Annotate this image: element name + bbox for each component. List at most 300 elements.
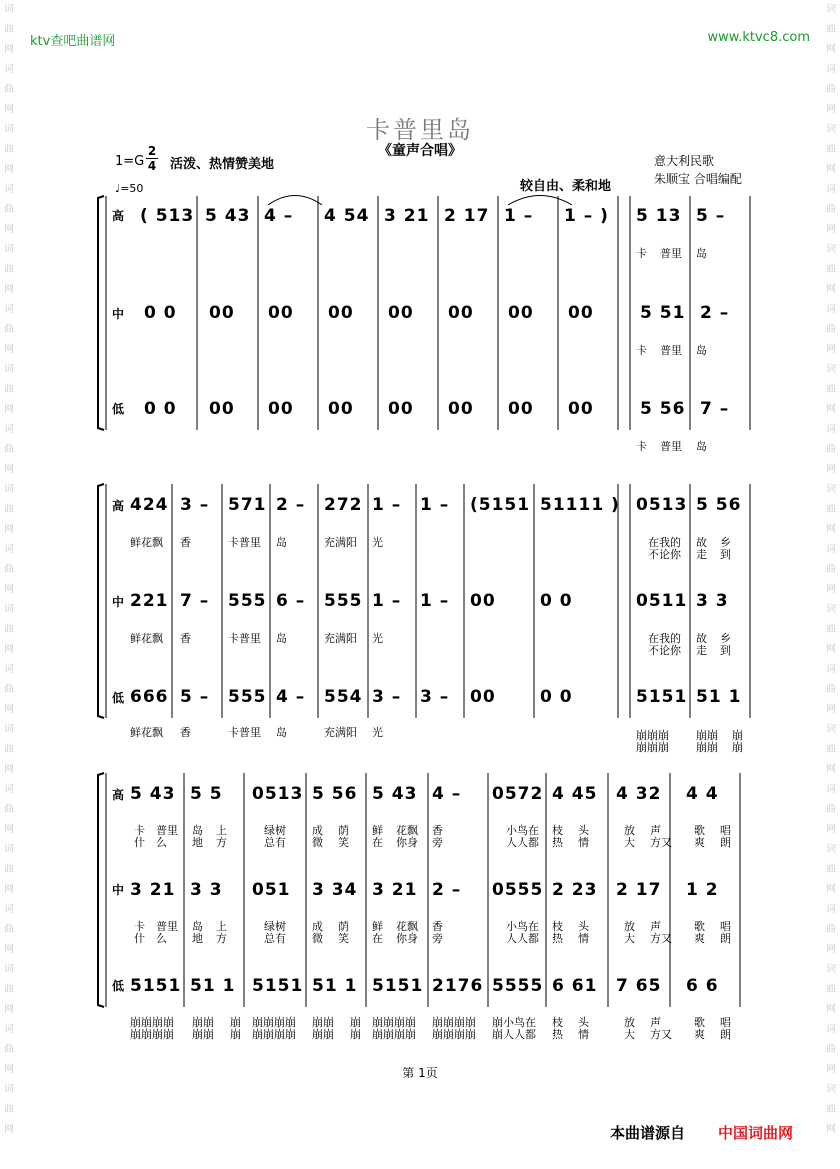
lyric-v1: 花飘: [396, 824, 418, 837]
note-mid: 2 –: [432, 880, 462, 900]
note-mid: 3 3: [696, 591, 729, 611]
watermark-char: 词: [4, 304, 14, 315]
watermark-char: 词: [4, 904, 14, 915]
watermark-char: 曲: [826, 624, 836, 635]
watermark-char: 网: [826, 704, 836, 715]
watermark-char: 网: [4, 1004, 14, 1015]
lyric-mid-v2: 你身: [396, 932, 418, 945]
lyric-high: 充满阳: [324, 536, 357, 549]
lyric-mid-v2: 笑: [338, 932, 349, 945]
watermark-char: 网: [826, 644, 836, 655]
note-mid: 00: [448, 303, 474, 323]
note-low: 5151: [636, 687, 688, 707]
watermark-char: 词: [4, 664, 14, 675]
lyric-low-v2: 崩: [230, 1028, 241, 1041]
lyric-v1: 荫: [338, 824, 349, 837]
lyric-low-v2: 崩: [350, 1028, 361, 1041]
watermark-char: 网: [4, 884, 14, 895]
note-high: 1 –: [420, 495, 450, 515]
note-mid: 1 2: [686, 880, 719, 900]
note-mid: 3 21: [130, 880, 176, 900]
lyric-low-v1: 崩崩: [192, 1016, 214, 1029]
note-high: 2 17: [444, 206, 490, 226]
watermark-char: 曲: [4, 924, 14, 935]
watermark-char: 网: [4, 464, 14, 475]
watermark-char: 词: [826, 544, 836, 555]
note-high: 5 43: [205, 206, 251, 226]
watermark-char: 曲: [4, 144, 14, 155]
note-low: 51 1: [312, 976, 358, 996]
watermark-char: 曲: [826, 24, 836, 35]
lyric-high-verse: 走: [696, 548, 707, 561]
note-low: 666: [130, 687, 169, 707]
lyric-mid-v2: 方又: [650, 932, 672, 945]
header-left-site[interactable]: ktv查吧曲谱网: [30, 34, 116, 49]
watermark-char: 网: [826, 344, 836, 355]
watermark-char: 词: [826, 244, 836, 255]
lyric-v1: 声: [650, 824, 661, 837]
lyric-mid-v1: 卡: [134, 920, 145, 933]
lyric-v1: 卡: [134, 824, 145, 837]
lyric-mid-verse: 乡: [720, 632, 731, 645]
lyric-mid-verse: 不论你: [648, 644, 681, 657]
note-high: 4 54: [324, 206, 370, 226]
lyric-high-verse: 乡: [720, 536, 731, 549]
lyric-low: 岛: [276, 726, 287, 739]
lyric-mid-v2: 爽: [694, 932, 705, 945]
watermark-char: 网: [826, 404, 836, 415]
lyric-high: 卡: [636, 247, 647, 260]
lyric-high: 普里: [660, 247, 682, 260]
watermark-char: 曲: [826, 1044, 836, 1055]
voice-label-low-3: 低: [112, 979, 125, 993]
note-low: 00: [448, 399, 474, 419]
lyric-v2: 人人都: [506, 836, 539, 849]
note-high: 5 13: [636, 206, 682, 226]
note-high: 5 43: [130, 784, 176, 804]
watermark-char: 词: [4, 964, 14, 975]
source-label: 本曲谱源自: [610, 1124, 686, 1142]
watermark-char: 词: [826, 724, 836, 735]
lyric-low-v2: 方又: [650, 1028, 672, 1041]
lyric-low-v2: 崩崩崩崩: [130, 1028, 174, 1041]
watermark-char: 曲: [826, 744, 836, 755]
lyric-mid-v1: 香: [432, 920, 443, 933]
note-mid: 555: [228, 591, 267, 611]
watermark-char: 曲: [4, 864, 14, 875]
watermark-char: 曲: [4, 684, 14, 695]
lyric-low-v2: 崩崩: [192, 1028, 214, 1041]
lyric-low-v1: 崩崩崩崩: [372, 1016, 416, 1029]
watermark-char: 网: [4, 644, 14, 655]
lyric-mid: 充满阳: [324, 632, 357, 645]
note-low: 3 –: [420, 687, 450, 707]
note-mid: 7 –: [180, 591, 210, 611]
lyric-low-v1: 歌: [694, 1016, 705, 1029]
lyric-low: 香: [180, 726, 191, 739]
watermark-char: 曲: [4, 564, 14, 575]
note-low: 5151: [372, 976, 424, 996]
expression-mark: 活泼、热情赞美地: [170, 157, 275, 172]
lyric-mid-v2: 热: [552, 932, 563, 945]
note-low: 6 6: [686, 976, 719, 996]
lyric-low-v1: 崩: [350, 1016, 361, 1029]
watermark-char: 曲: [826, 204, 836, 215]
song-origin: 意大利民歌: [654, 154, 715, 168]
lyric-low-v1: 崩崩崩崩: [252, 1016, 296, 1029]
lyric-mid: 光: [372, 632, 383, 645]
lyric-mid-v2: 地: [192, 932, 203, 945]
note-mid: 0 0: [540, 591, 573, 611]
lyric-low-verse: 崩崩崩: [636, 741, 669, 754]
page-number: 第 1页: [402, 1066, 438, 1080]
note-high: 4 4: [686, 784, 719, 804]
watermark-char: 网: [4, 524, 14, 535]
lyric-v1: 上: [216, 824, 227, 837]
note-mid: 3 21: [372, 880, 418, 900]
lyric-v1: 枝: [552, 824, 563, 837]
watermark-char: 网: [826, 44, 836, 55]
voice-label-low-1: 低: [112, 402, 125, 416]
note-low: 5 56: [640, 399, 686, 419]
note-low: 555: [228, 687, 267, 707]
lyric-v1: 绿树: [264, 824, 286, 837]
lyric-high: 卡普里: [228, 536, 261, 549]
watermark-char: 词: [826, 1024, 836, 1035]
note-low: 00: [209, 399, 235, 419]
lyric-low-v1: 唱: [720, 1016, 731, 1029]
lyric-low-v1: 头: [578, 1016, 589, 1029]
note-high: 5 43: [372, 784, 418, 804]
voice-label-high-3: 高: [112, 788, 125, 802]
lyric-mid: 鲜花飘: [130, 632, 163, 645]
lyric-v1: 放: [624, 824, 635, 837]
note-low: 7 –: [700, 399, 730, 419]
watermark-char: 曲: [826, 504, 836, 515]
lyric-v2: 热: [552, 836, 563, 849]
lyric-low: 鲜花飘: [130, 726, 163, 739]
note-low: 2176: [432, 976, 484, 996]
lyric-mid-v2: 么: [156, 932, 167, 945]
note-low: 00: [268, 399, 294, 419]
watermark-char: 网: [826, 164, 836, 175]
lyric-low: 光: [372, 726, 383, 739]
lyric-low-v1: 放: [624, 1016, 635, 1029]
note-high: 1 –: [372, 495, 402, 515]
lyric-high-verse: 在我的: [648, 536, 681, 549]
lyric-low: 普里: [660, 440, 682, 453]
watermark-char: 网: [826, 584, 836, 595]
lyric-mid-v1: 枝: [552, 920, 563, 933]
lyric-v2: 旁: [432, 836, 443, 849]
lyric-v2: 大: [624, 836, 635, 849]
watermark-char: 词: [826, 664, 836, 675]
lyric-mid-v2: 总有: [264, 932, 286, 945]
note-mid: 00: [508, 303, 534, 323]
watermark-char: 网: [826, 824, 836, 835]
lyric-v1: 岛: [192, 824, 203, 837]
watermark-char: 网: [4, 1064, 14, 1075]
watermark-char: 网: [826, 764, 836, 775]
watermark-char: 词: [4, 64, 14, 75]
lyric-low-v2: 情: [578, 1028, 589, 1041]
lyric-mid-v2: 情: [578, 932, 589, 945]
note-low: 0 0: [540, 687, 573, 707]
watermark-char: 曲: [4, 384, 14, 395]
note-low: 51 1: [696, 687, 742, 707]
note-mid: 2 –: [700, 303, 730, 323]
tempo-mark: ♩=50: [115, 182, 144, 195]
lyric-mid: 香: [180, 632, 191, 645]
lyric-low-v2: 热: [552, 1028, 563, 1041]
watermark-char: 网: [4, 764, 14, 775]
note-low: 5151: [130, 976, 182, 996]
watermark-char: 词: [4, 364, 14, 375]
lyric-high-verse: 不论你: [648, 548, 681, 561]
note-high: (5151: [470, 495, 531, 515]
note-high: 424: [130, 495, 169, 515]
lyric-v2: 在: [372, 836, 383, 849]
note-high: 4 32: [616, 784, 662, 804]
lyric-low-v1: 崩崩崩崩: [432, 1016, 476, 1029]
lyric-mid-v1: 上: [216, 920, 227, 933]
watermark-char: 词: [826, 124, 836, 135]
watermark-char: 曲: [826, 984, 836, 995]
watermark-char: 网: [4, 44, 14, 55]
voice-label-mid-1: 中: [112, 307, 125, 321]
note-mid: 3 34: [312, 880, 358, 900]
watermark-char: 词: [4, 184, 14, 195]
note-mid: 00: [209, 303, 235, 323]
note-low: 3 –: [372, 687, 402, 707]
lyric-low: 充满阳: [324, 726, 357, 739]
note-mid: 00: [568, 303, 594, 323]
watermark-char: 词: [4, 604, 14, 615]
note-mid: 555: [324, 591, 363, 611]
lyric-low-v1: 崩小鸟在: [492, 1016, 536, 1029]
lyric-low-v1: 枝: [552, 1016, 563, 1029]
lyric-v1: 鲜: [372, 824, 383, 837]
note-mid: 0555: [492, 880, 544, 900]
lyric-low: 岛: [696, 440, 707, 453]
note-low: 5 –: [180, 687, 210, 707]
voice-label-low-2: 低: [112, 691, 125, 705]
note-mid: 2 17: [616, 880, 662, 900]
note-low: 554: [324, 687, 363, 707]
song-subtitle: 《童声合唱》: [378, 143, 462, 159]
lyric-v1: 歌: [694, 824, 705, 837]
watermark-char: 曲: [4, 624, 14, 635]
expression-mark-2: 较自由、柔和地: [520, 179, 612, 194]
lyric-low-v1: 崩崩: [312, 1016, 334, 1029]
lyric-mid-v1: 小鸟在: [506, 920, 539, 933]
note-high: 0513: [252, 784, 304, 804]
watermark-char: 词: [826, 844, 836, 855]
lyric-mid-v1: 声: [650, 920, 661, 933]
watermark-char: 曲: [826, 84, 836, 95]
note-low: 00: [328, 399, 354, 419]
note-high: 4 –: [264, 206, 294, 226]
lyric-mid-verse: 到: [720, 644, 731, 657]
lyric-low-v1: 声: [650, 1016, 661, 1029]
note-high: 1 –: [504, 206, 534, 226]
lyric-high: 岛: [276, 536, 287, 549]
lyric-v2: 地: [192, 836, 203, 849]
watermark-char: 网: [4, 344, 14, 355]
watermark-char: 词: [826, 1084, 836, 1095]
watermark-char: 网: [4, 104, 14, 115]
watermark-char: 曲: [4, 1104, 14, 1115]
watermark-char: 曲: [826, 384, 836, 395]
watermark-char: 词: [4, 484, 14, 495]
note-mid: 1 –: [372, 591, 402, 611]
watermark-char: 曲: [826, 324, 836, 335]
watermark-char: 曲: [4, 1044, 14, 1055]
watermark-char: 曲: [826, 444, 836, 455]
lyric-high: 鲜花飘: [130, 536, 163, 549]
lyric-mid-v2: 微: [312, 932, 323, 945]
lyric-low: 卡: [636, 440, 647, 453]
watermark-char: 词: [826, 784, 836, 795]
lyric-v1: 小鸟在: [506, 824, 539, 837]
lyric-low-v1: 崩崩崩崩: [130, 1016, 174, 1029]
watermark-char: 曲: [826, 804, 836, 815]
watermark-char: 曲: [826, 864, 836, 875]
note-mid: 1 –: [420, 591, 450, 611]
watermark-char: 曲: [4, 984, 14, 995]
note-mid: 00: [470, 591, 496, 611]
note-low: 00: [388, 399, 414, 419]
watermark-char: 词: [826, 64, 836, 75]
note-high: 5 –: [696, 206, 726, 226]
lyric-v2: 你身: [396, 836, 418, 849]
lyric-mid-verse: 故: [696, 632, 707, 645]
lyric-high-verse: 故: [696, 536, 707, 549]
note-high: 0513: [636, 495, 688, 515]
note-mid: 0 0: [144, 303, 177, 323]
watermark-char: 曲: [4, 84, 14, 95]
time-bottom: 4: [147, 159, 157, 173]
lyric-mid-v2: 人人都: [506, 932, 539, 945]
voice-label-high-2: 高: [112, 499, 125, 513]
watermark-char: 网: [826, 1064, 836, 1075]
watermark-char: 曲: [4, 264, 14, 275]
watermark-char: 词: [826, 364, 836, 375]
watermark-char: 词: [4, 1084, 14, 1095]
watermark-char: 网: [4, 584, 14, 595]
watermark-char: 网: [4, 404, 14, 415]
lyric-mid-v2: 大: [624, 932, 635, 945]
watermark-char: 词: [4, 4, 14, 15]
watermark-char: 词: [826, 184, 836, 195]
watermark-char: 词: [826, 4, 836, 15]
lyric-low-v2: 朗: [720, 1028, 731, 1041]
note-low: 51 1: [190, 976, 236, 996]
note-mid: 3 3: [190, 880, 223, 900]
lyric-high-verse: 到: [720, 548, 731, 561]
watermark-char: 网: [4, 824, 14, 835]
watermark-char: 曲: [4, 804, 14, 815]
lyric-v2: 什: [134, 836, 145, 849]
lyric-high: 岛: [696, 247, 707, 260]
watermark-char: 词: [826, 904, 836, 915]
watermark-char: 词: [4, 424, 14, 435]
lyric-mid-v2: 在: [372, 932, 383, 945]
header-right-site[interactable]: www.ktvc8.com: [707, 30, 810, 45]
note-high: 3 –: [180, 495, 210, 515]
watermark-char: 词: [826, 964, 836, 975]
watermark-char: 网: [826, 884, 836, 895]
lyric-mid: 岛: [696, 344, 707, 357]
lyric-v2: 朗: [720, 836, 731, 849]
note-low: 0 0: [144, 399, 177, 419]
lyric-mid-v2: 旁: [432, 932, 443, 945]
lyric-mid: 普里: [660, 344, 682, 357]
lyric-low: 卡普里: [228, 726, 261, 739]
lyric-v2: 笑: [338, 836, 349, 849]
note-mid: 00: [268, 303, 294, 323]
watermark-char: 曲: [4, 24, 14, 35]
song-arranger: 朱顺宝 合唱编配: [654, 172, 742, 186]
note-mid: 00: [328, 303, 354, 323]
key-signature: 1=G: [115, 154, 145, 169]
lyric-mid: 卡普里: [228, 632, 261, 645]
watermark-char: 网: [4, 284, 14, 295]
lyric-low-v1: 崩: [230, 1016, 241, 1029]
watermark-char: 曲: [4, 444, 14, 455]
lyric-v1: 普里: [156, 824, 178, 837]
watermark-char: 词: [4, 724, 14, 735]
watermark-char: 曲: [4, 744, 14, 755]
watermark-char: 词: [4, 244, 14, 255]
lyric-mid-v1: 唱: [720, 920, 731, 933]
watermark-char: 词: [4, 544, 14, 555]
watermark-char: 词: [826, 484, 836, 495]
watermark-char: 曲: [826, 264, 836, 275]
lyric-mid-v2: 方: [216, 932, 227, 945]
note-high: 5 5: [190, 784, 223, 804]
lyric-low-v2: 崩崩崩崩: [432, 1028, 476, 1041]
lyric-mid-v2: 什: [134, 932, 145, 945]
song-title: 卡普里岛: [366, 116, 474, 144]
watermark-char: 词: [826, 604, 836, 615]
note-low: 00: [470, 687, 496, 707]
watermark-char: 网: [4, 1124, 14, 1135]
lyric-low-v2: 崩人人都: [492, 1028, 536, 1041]
lyric-low-verse: 崩崩崩: [636, 729, 669, 742]
note-high: ( 513: [140, 206, 195, 226]
note-high: 4 45: [552, 784, 598, 804]
note-low: 4 –: [276, 687, 306, 707]
watermark-char: 网: [4, 944, 14, 955]
time-top: 2: [147, 144, 157, 158]
watermark-char: 曲: [4, 504, 14, 515]
watermark-char: 曲: [4, 324, 14, 335]
watermark-char: 网: [4, 704, 14, 715]
note-mid: 6 –: [276, 591, 306, 611]
lyric-low-v2: 崩崩崩崩: [252, 1028, 296, 1041]
watermark-char: 网: [826, 524, 836, 535]
note-high: 0572: [492, 784, 544, 804]
lyric-low-verse: 崩崩: [696, 741, 718, 754]
note-low: 5555: [492, 976, 544, 996]
voice-label-high-1: 高: [112, 209, 125, 223]
source-site-link[interactable]: 中国词曲网: [718, 1124, 794, 1142]
note-mid: 5 51: [640, 303, 686, 323]
note-mid: 2 23: [552, 880, 598, 900]
note-mid: 00: [388, 303, 414, 323]
lyric-low-v2: 爽: [694, 1028, 705, 1041]
